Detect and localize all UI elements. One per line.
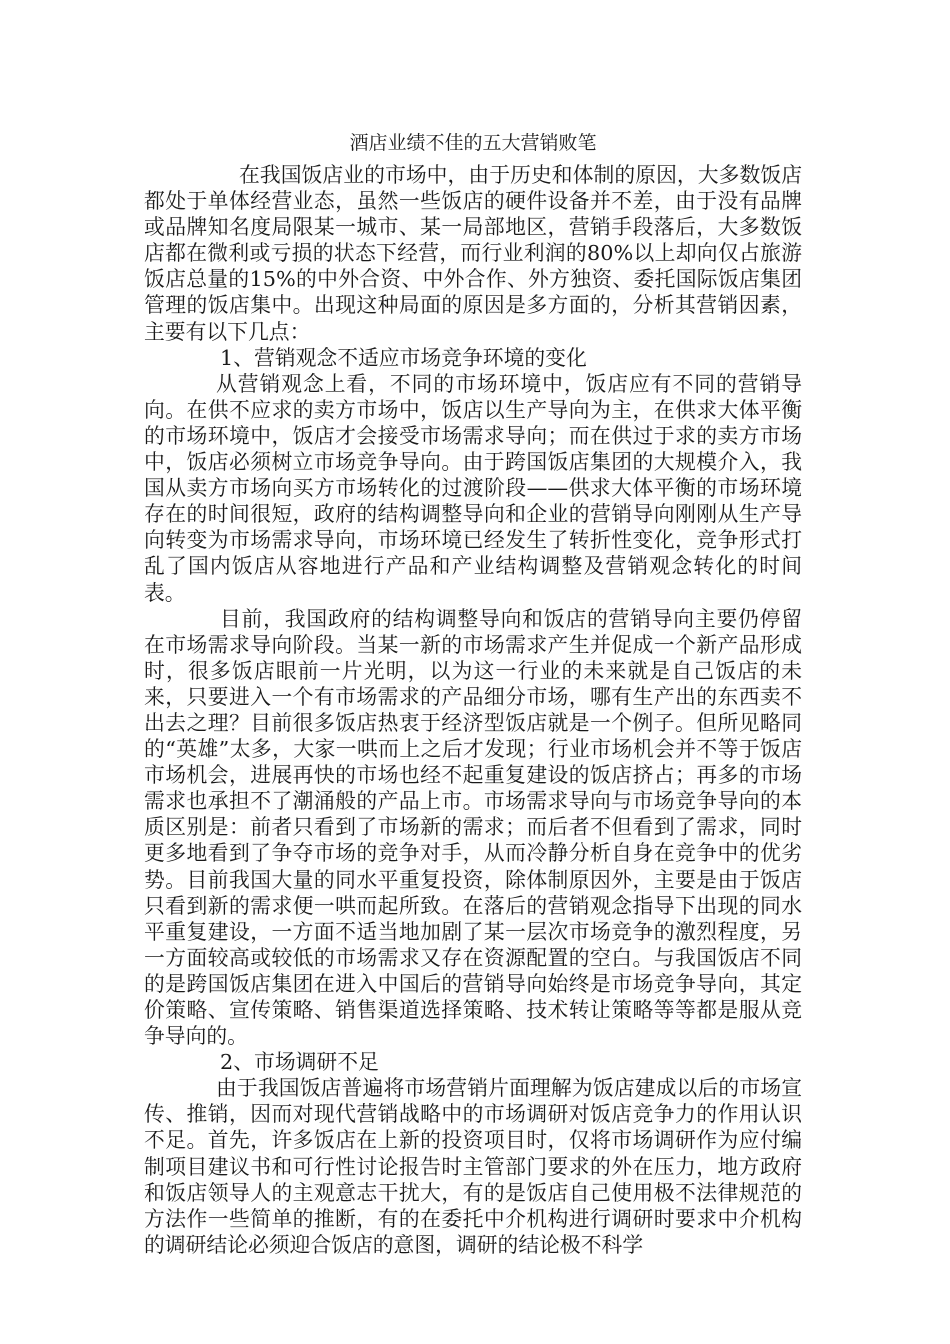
paragraph-current-status: 目前，我国政府的结构调整导向和饭店的营销导向主要仍停留在市场需求导向阶段。当某一新的市场需求产生并促成一个新产品形成时，很多饭店眼前一片光明，以为这一行业的未来就是自己饭店的未来，只要进入一个有市场需求的产品细分市场，哪有生产出的东西卖不出去之理？目前很多饭店热衷于经济型饭店就是一个例子。但所见略同的“英雄”太多，大家一哄而上之后才发现；行业市场机会并不等于饭店市场机会，进展再快的市场也经不起重复建设的饭店挤占；再多的市场需求也承担不了潮涌般的产品上市。市场需求导向与市场竞争导向的本质区别是：前者只看到了市场新的需求；而后者不但看到了需求，同时更多地看到了争夺市场的竞争对手，从而冷静分析自身在竞争中的优劣势。目前我国大量的同水平重复投资，除体制原因外，主要是由于饭店只看到新的需求便一哄而起所致。在落后的营销观念指导下出现的同水平重复建设，一方面不适当地加剧了某一层次市场竞争的激烈程度，另一方面较高或较低的市场需求又存在资源配置的空白。与我国饭店不同的是跨国饭店集团在进入中国后的营销导向始终是市场竞争导向，其定价策略、宣传策略、销售渠道选择策略、技术转让策略等等都是服从竞争导向的。 bbox=[144, 606, 802, 1049]
paragraph-market-research: 由于我国饭店普遍将市场营销片面理解为饭店建成以后的市场宣传、推销，因而对现代营销战略中的市场调研对饭店竞争力的作用认识不足。首先，许多饭店在上新的投资项目时，仅将市场调研作为应付编制项目建议书和可行性讨论报告时主管部门要求的外在压力，地方政府和饭店领导人的主观意志干扰大，有的是饭店自己使用极不法律规范的方法作一些简单的推断，有的在委托中介机构进行调研时要求中介机构的调研结论必须迎合饭店的意图，调研的结论极不科学 bbox=[144, 1076, 802, 1257]
document-page bbox=[144, 130, 802, 1258]
section-heading-2: 2、市场调研不足 bbox=[220, 1050, 379, 1075]
paragraph-marketing-concept: 从营销观念上看，不同的市场环境中，饭店应有不同的营销导向。在供不应求的卖方市场中，饭店以生产导向为主，在供求大体平衡的市场环境中，饭店才会接受市场需求导向；而在供过于求的卖方市场中，饭店必须树立市场竞争导向。由于跨国饭店集团的大规模介入，我国从卖方市场向买方市场转化的过渡阶段——供求大体平衡的市场环境存在的时间很短，政府的结构调整导向和企业的营销导向刚刚从生产导向转变为市场需求导向，市场环境已经发生了转折性变化，竞争形式打乱了国内饭店从容地进行产品和产业结构调整及营销观念转化的时间表。 bbox=[144, 371, 802, 605]
paragraph-intro: 在我国饭店业的市场中，由于历史和体制的原因，大多数饭店都处于单体经营业态，虽然一些饭店的硬件设备并不差，由于没有品牌或品牌知名度局限某一城市、某一局部地区，营销手段落后，大多数饭店都在微利或亏损的状态下经营，而行业利润的80%以上却向仅占旅游饭店总量的15%的中外合资、中外合作、外方独资、委托国际饭店集团管理的饭店集中。出现这种局面的原因是多方面的，分析其营销因素，主要有以下几点： bbox=[144, 163, 802, 344]
section-heading-1: 1、营销观念不适应市场竞争环境的变化 bbox=[220, 345, 587, 370]
document-title: 酒店业绩不佳的五大营销败笔 bbox=[349, 132, 597, 154]
